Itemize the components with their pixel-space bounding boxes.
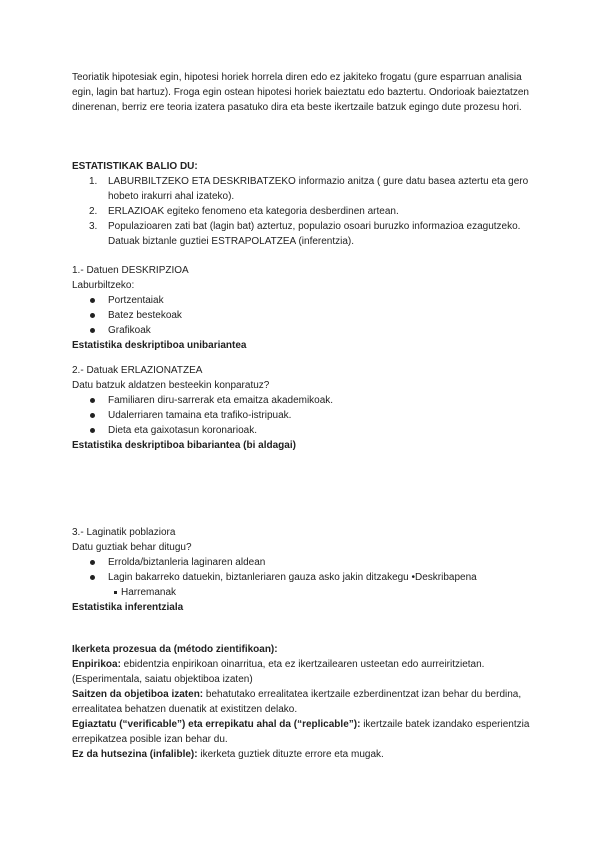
list-item: Dieta eta gaixotasun koronarioak. [72, 423, 532, 438]
balio-heading: ESTATISTIKAK BALIO DU: [72, 161, 198, 172]
section-lead: Datu batzuk aldatzen besteekin konparatuz? [72, 380, 270, 391]
section-title: 1.- Datuen DESKRIPZIOA [72, 265, 189, 276]
list-item: Grafikoak [72, 323, 532, 338]
section-footer: Estatistika inferentziala [72, 602, 184, 613]
bullet-list [72, 293, 532, 338]
list-item: Familiaren diru-sarrerak eta emaitza akademikoak. [72, 393, 532, 408]
definition-row: Egiaztatu (“verificable”) eta errepikatu ahal da (“replicable”): ikertzaile batek izandako esperientzia errepikatzea posible izan behar du. [72, 719, 530, 745]
bullet-icon [90, 328, 95, 333]
definition-row: Ez da hutsezina (infalible): ikerketa guztiek dituzte errore eta mugak. [72, 749, 384, 760]
section-3 [72, 525, 532, 615]
definition-row: Enpirikoa: ebidentzia enpirikoan oinarritua, eta ez ikertzailearen usteetan edo aurreiritzietan. (Esperimentala, saiatu objektiboa izaten) [72, 659, 485, 685]
bullet-icon [90, 560, 95, 565]
balio-section [72, 159, 532, 249]
list-item: 1. LABURBILTZEKO ETA DESKRIBATZEKO informazio anitza ( gure datu basea aztertu eta gero hobeto irakurri ahal izateko). [89, 176, 529, 202]
ikerketa-section [72, 642, 532, 762]
section-title: 3.- Laginatik poblaziora [72, 527, 176, 538]
list-item: Lagin bakarreko datuekin, biztanleriaren gauza asko jakin ditzakegu •Deskribapena [72, 570, 532, 585]
section-footer: Estatistika deskriptiboa unibariantea [72, 340, 247, 351]
list-item: 3. Populazioaren zati bat (lagin bat) aztertuz, populazio osoari buruzko informazioa ezagutzeko. Datuak biztanle guztiei ESTRAPOLATZEA (inferentzia). [89, 221, 521, 247]
bullet-list [72, 555, 532, 585]
definition-row: Saitzen da objetiboa izaten: behatutako errealitatea ikertzaile ezberdinentzat izan behar du berdina, errealitatea behatzen duenatik at existitzen delako. [72, 689, 522, 715]
bullet-icon [90, 428, 95, 433]
intro-paragraph [72, 70, 532, 115]
section-1 [72, 263, 532, 353]
section-2 [72, 363, 532, 453]
square-bullet-icon [114, 591, 117, 594]
section-footer: Estatistika deskriptiboa bibariantea (bi aldagai) [72, 440, 296, 451]
ikerketa-heading: Ikerketa prozesua da (método zientifikoan): [72, 644, 278, 655]
list-item: 2. ERLAZIOAK egiteko fenomeno eta kategoria desberdinen artean. [89, 206, 399, 217]
balio-list [72, 174, 532, 249]
sub-item: Harremanak [72, 585, 532, 600]
bullet-icon [90, 413, 95, 418]
bullet-icon [90, 575, 95, 580]
intro-text: Teoriatik hipotesiak egin, hipotesi horiek horrela diren edo ez jakiteko frogatu (gure esparruan analisia egin, lagin bat hartuz). Froga egin ostean hipotesi horiek baieztatu edo baztertu. Ondorioak baieztatzen dinerenan, berriz ere teoria izatera pasatuko dira eta beste ikertzaile batzuk egingo dute prozesu hori. [72, 72, 529, 113]
bullet-icon [90, 298, 95, 303]
list-item: Batez bestekoak [72, 308, 532, 323]
list-item: Udalerriaren tamaina eta trafiko-istripuak. [72, 408, 532, 423]
section-title: 2.- Datuak ERLAZIONATZEA [72, 365, 203, 376]
bullet-icon [90, 313, 95, 318]
list-item: Errolda/biztanleria laginaren aldean [72, 555, 532, 570]
section-lead: Datu guztiak behar ditugu? [72, 542, 192, 553]
list-item: Portzentaiak [72, 293, 532, 308]
bullet-list [72, 393, 532, 438]
bullet-icon [90, 398, 95, 403]
section-lead: Laburbiltzeko: [72, 280, 135, 291]
